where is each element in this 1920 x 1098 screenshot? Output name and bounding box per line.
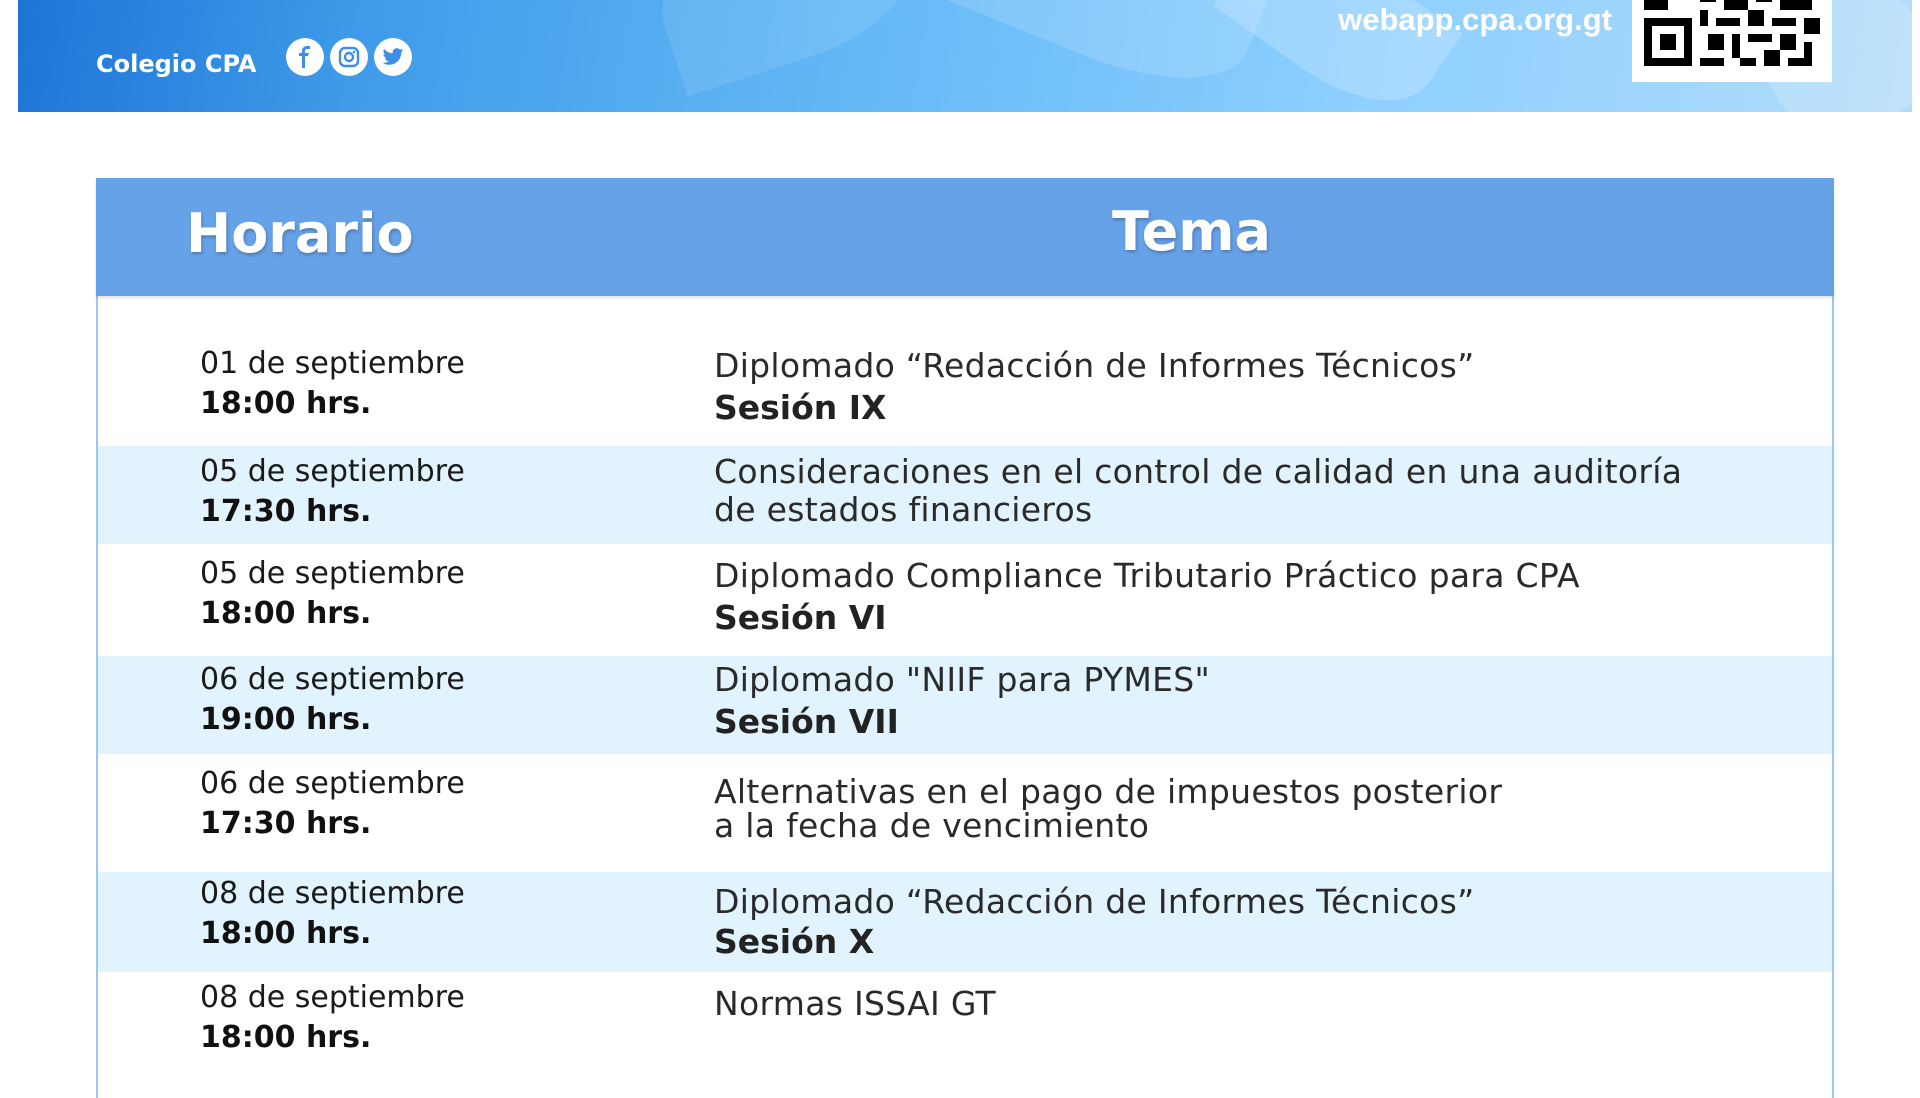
row-date: 08 de septiembre bbox=[200, 876, 465, 911]
facebook-icon[interactable] bbox=[286, 38, 324, 76]
table-row bbox=[98, 296, 1832, 446]
table-row bbox=[98, 656, 1832, 754]
row-session: Sesión VII bbox=[714, 702, 899, 741]
row-topic: Consideraciones en el control de calidad en una auditoría bbox=[714, 452, 1683, 491]
row-date: 01 de septiembre bbox=[200, 346, 465, 381]
twitter-icon[interactable] bbox=[374, 38, 412, 76]
row-date: 06 de septiembre bbox=[200, 766, 465, 801]
row-date: 08 de septiembre bbox=[200, 980, 465, 1015]
row-date: 05 de septiembre bbox=[200, 454, 465, 489]
table-header bbox=[96, 178, 1834, 296]
row-topic: Diplomado “Redacción de Informes Técnicos” bbox=[714, 882, 1475, 921]
row-date: 05 de septiembre bbox=[200, 556, 465, 591]
row-topic: Alternativas en el pago de impuestos posterior bbox=[714, 772, 1503, 811]
row-time: 18:00 hrs. bbox=[200, 1020, 372, 1055]
brand-name: Colegio CPA bbox=[96, 50, 257, 78]
row-date: 06 de septiembre bbox=[200, 662, 465, 697]
table-row bbox=[98, 754, 1832, 872]
row-topic: Normas ISSAI GT bbox=[714, 984, 997, 1023]
row-time: 18:00 hrs. bbox=[200, 386, 372, 421]
row-time: 18:00 hrs. bbox=[200, 916, 372, 951]
row-topic-continued: de estados financieros bbox=[714, 490, 1093, 529]
row-time: 17:30 hrs. bbox=[200, 494, 372, 529]
website-url[interactable]: webapp.cpa.org.gt bbox=[1338, 2, 1612, 37]
row-topic: Diplomado “Redacción de Informes Técnicos” bbox=[714, 346, 1475, 385]
row-time: 18:00 hrs. bbox=[200, 596, 372, 631]
header-banner bbox=[18, 0, 1912, 112]
decorative-leaf bbox=[945, 0, 1272, 111]
qr-code bbox=[1632, 0, 1832, 82]
table-row bbox=[98, 872, 1832, 972]
table-row bbox=[98, 972, 1832, 1098]
row-topic-continued: a la fecha de vencimiento bbox=[714, 806, 1150, 845]
row-time: 17:30 hrs. bbox=[200, 806, 372, 841]
row-session: Sesión VI bbox=[714, 598, 887, 637]
schedule-table bbox=[96, 178, 1834, 1098]
header-topic: Tema bbox=[1112, 200, 1271, 263]
decorative-leaf bbox=[641, 0, 935, 97]
instagram-icon[interactable] bbox=[330, 38, 368, 76]
row-topic: Diplomado "NIIF para PYMES" bbox=[714, 660, 1211, 699]
row-time: 19:00 hrs. bbox=[200, 702, 372, 737]
row-session: Sesión IX bbox=[714, 388, 887, 427]
row-session: Sesión X bbox=[714, 922, 875, 961]
header-schedule: Horario bbox=[186, 202, 414, 265]
table-row bbox=[98, 446, 1832, 544]
row-topic: Diplomado Compliance Tributario Práctico para CPA bbox=[714, 556, 1580, 595]
table-row bbox=[98, 544, 1832, 656]
